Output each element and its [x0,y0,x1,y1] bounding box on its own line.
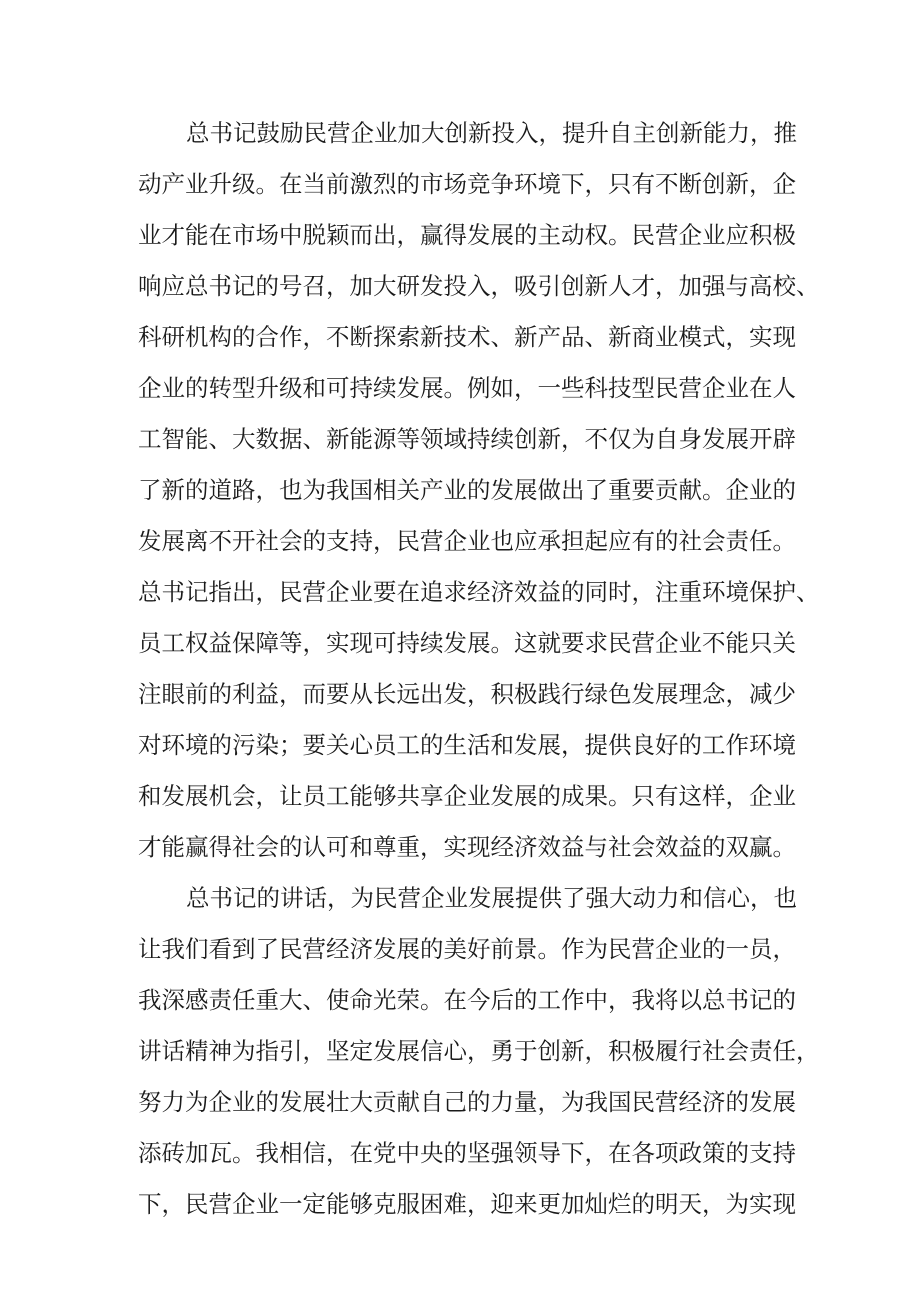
paragraph-1-line-9: 发展离不开社会的支持，民营企业也应承担起应有的社会责任。 [138,527,796,555]
paragraph-1-line-1: 总书记鼓励民营企业加大创新投入，提升自主创新能力，推 [186,119,797,147]
paragraph-1-line-5: 科研机构的合作，不断探索新技术、新产品、新商业模式，实现 [138,323,796,351]
paragraph-2-line-1: 总书记的讲话，为民营企业发展提供了强大动力和信心，也 [186,884,797,912]
paragraph-1-line-13: 对环境的污染；要关心员工的生活和发展，提供良好的工作环境 [138,731,796,759]
paragraph-1-line-12: 注眼前的利益，而要从长远出发，积极践行绿色发展理念，减少 [138,680,796,708]
paragraph-2-line-2: 让我们看到了民营经济发展的美好前景。作为民营企业的一员， [138,935,796,963]
paragraph-1-line-3: 业才能在市场中脱颖而出，赢得发展的主动权。民营企业应积极 [138,221,796,249]
paragraph-2-line-5: 努力为企业的发展壮大贡献自己的力量，为我国民营经济的发展 [138,1088,796,1116]
paragraph-2-line-6: 添砖加瓦。我相信，在党中央的坚强领导下，在各项政策的支持 [138,1139,796,1167]
paragraph-1-line-11: 员工权益保障等，实现可持续发展。这就要求民营企业不能只关 [138,629,796,657]
paragraph-1-line-14: 和发展机会，让员工能够共享企业发展的成果。只有这样，企业 [138,782,796,810]
paragraph-1-line-15: 才能赢得社会的认可和尊重，实现经济效益与社会效益的双赢。 [138,833,796,861]
paragraph-1-line-7: 工智能、大数据、新能源等领域持续创新，不仅为自身发展开辟 [138,425,796,453]
paragraph-1-line-6: 企业的转型升级和可持续发展。例如，一些科技型民营企业在人 [138,374,796,402]
paragraph-2-line-3: 我深感责任重大、使命光荣。在今后的工作中，我将以总书记的 [138,986,796,1014]
paragraph-2-line-4: 讲话精神为指引，坚定发展信心，勇于创新，积极履行社会责任， [138,1037,820,1065]
paragraph-1-line-10: 总书记指出，民营企业要在追求经济效益的同时，注重环境保护、 [138,578,820,606]
paragraph-1-line-2: 动产业升级。在当前激烈的市场竞争环境下，只有不断创新，企 [138,170,796,198]
paragraph-1-line-8: 了新的道路，也为我国相关产业的发展做出了重要贡献。企业的 [138,476,796,504]
paragraph-1-line-4: 响应总书记的号召，加大研发投入，吸引创新人才，加强与高校、 [138,272,820,300]
paragraph-2-line-7: 下，民营企业一定能够克服困难，迎来更加灿烂的明天，为实现 [138,1190,796,1218]
